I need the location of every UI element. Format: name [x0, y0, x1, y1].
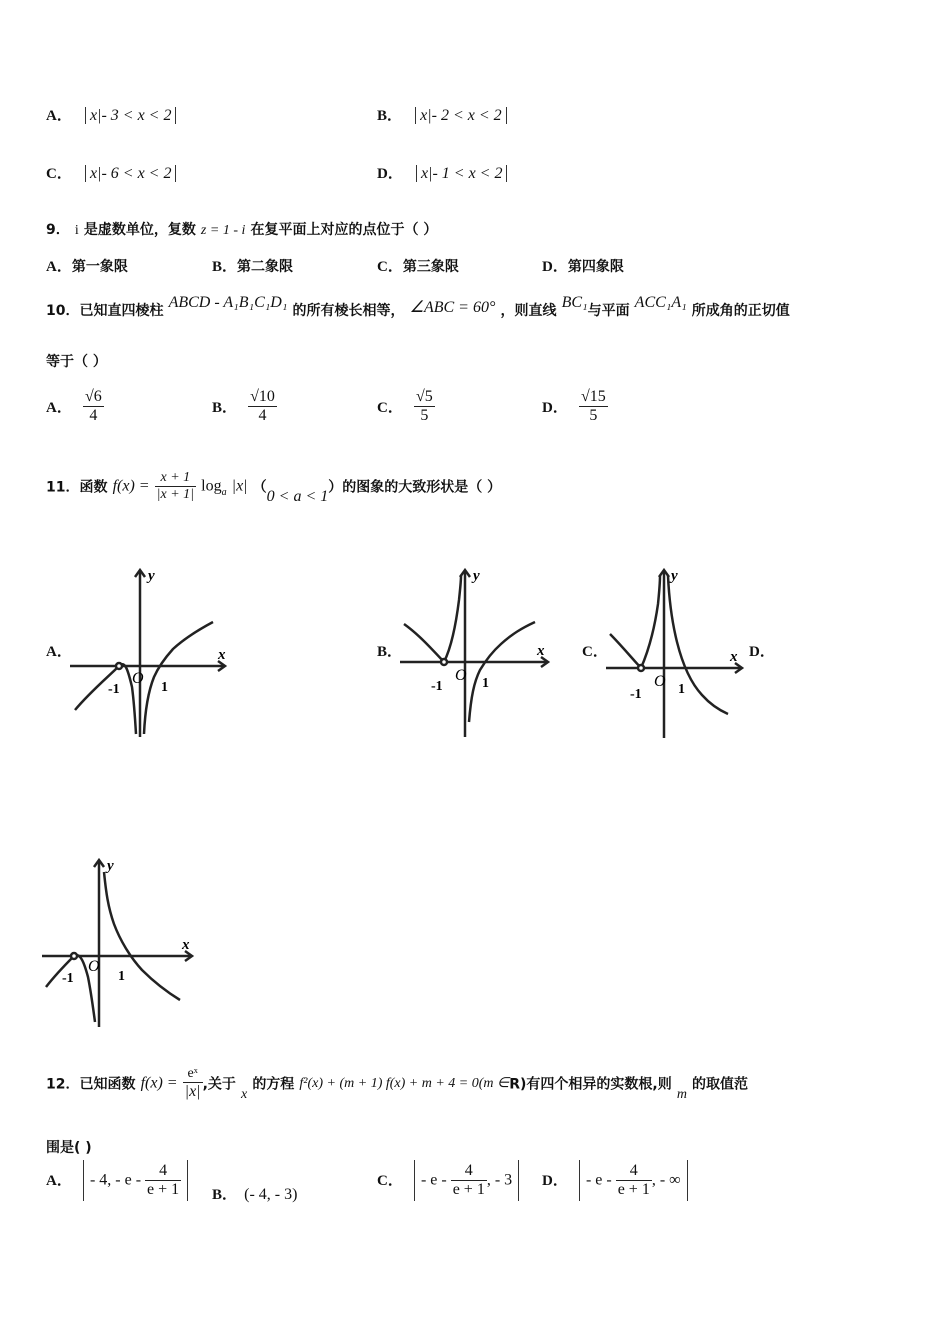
stem-text: 10．已知直四棱柱 [46, 303, 164, 319]
stem-text: 是虚数单位，复数 [83, 222, 196, 238]
q10-stem [46, 294, 790, 320]
option-text: 第三象限 [402, 259, 459, 275]
q12-option-c[interactable] [377, 1160, 519, 1201]
denominator: |x| [184, 1083, 201, 1100]
origin-label: O [88, 958, 100, 975]
interval-part: - e - [585, 1171, 612, 1189]
stem-text: ）的图象的大致形状是（ ） [328, 479, 502, 496]
stem-text: 在复平面上对应的点位于（ ） [250, 222, 438, 238]
option-label: D． [542, 259, 568, 275]
q9-option-b[interactable] [212, 255, 293, 276]
curve-right [144, 622, 213, 734]
equation: f²(x) + (m + 1) f(x) + m + 4 = 0(m ∈ [299, 1076, 510, 1091]
paren: （ [252, 479, 267, 496]
q12-stem [46, 1066, 748, 1101]
option-label: C． [377, 1173, 403, 1190]
tick-neg-1: -1 [630, 687, 642, 702]
option-set: x|- 1 < x < 2 [416, 165, 508, 182]
option-label: D． [377, 166, 403, 182]
graph-b-label[interactable]: B． [377, 644, 403, 660]
graph-d-label[interactable]: D． [749, 644, 775, 660]
numerator: 4 [451, 1162, 487, 1181]
interval-part: - 4, - e - [89, 1171, 142, 1189]
option-label: B． [212, 259, 238, 275]
option-label: B． [212, 1187, 238, 1203]
formula: ACC₁A₁ [634, 294, 687, 311]
denominator: 5 [589, 407, 598, 424]
graph-a-label[interactable]: A． [46, 644, 72, 660]
origin-label: O [132, 670, 144, 687]
option-fraction [145, 1162, 181, 1199]
option-label: C． [377, 400, 403, 416]
option-fraction [579, 388, 608, 425]
q12-option-a[interactable] [46, 1160, 188, 1201]
tick-pos-1: 1 [482, 676, 489, 691]
q8-option-c[interactable] [46, 162, 176, 183]
stem-text: 11．函数 [46, 479, 108, 496]
open-point [116, 663, 122, 669]
option-label: D． [542, 400, 568, 416]
interval-part: , - 3 [486, 1171, 513, 1189]
option-label: A． [46, 400, 72, 416]
graph-c[interactable] [606, 562, 746, 740]
q9-option-c[interactable] [377, 255, 459, 276]
tick-neg-1: -1 [62, 971, 74, 986]
option-fraction [83, 388, 104, 425]
option-fraction [616, 1162, 652, 1199]
graph-c-label[interactable]: C． [582, 644, 608, 660]
numerator: eˣ [183, 1066, 203, 1083]
graph-b[interactable] [400, 562, 552, 740]
q9-option-d[interactable] [542, 255, 624, 276]
option-label: A． [46, 108, 72, 124]
open-point [638, 665, 644, 671]
option-fraction [248, 388, 277, 425]
option-label: A． [46, 1173, 72, 1190]
y-label: y [671, 568, 678, 584]
option-text: 第一象限 [71, 259, 128, 275]
curve-right [469, 622, 535, 722]
variable-m: m [676, 1087, 687, 1102]
option-set: x|- 3 < x < 2 [85, 107, 177, 124]
denominator: 5 [420, 407, 429, 424]
open-point [71, 953, 77, 959]
formula: ∠ABC = 60° [409, 299, 496, 316]
q10-option-b[interactable] [212, 388, 277, 425]
option-text: 第四象限 [567, 259, 624, 275]
curve-right [104, 872, 180, 1000]
stem-text: 与平面 [587, 303, 630, 319]
tick-pos-1: 1 [118, 969, 125, 984]
x-label: x [182, 937, 190, 953]
denominator: e + 1 [147, 1181, 180, 1198]
numerator: x + 1 [155, 470, 196, 487]
graph-a[interactable] [70, 562, 240, 740]
formula-lhs: f(x) = [112, 477, 150, 495]
formula-fraction [155, 470, 196, 503]
denominator: e + 1 [452, 1181, 485, 1198]
formula: BC₁ [561, 294, 588, 311]
open-point [441, 659, 447, 665]
curve-right [668, 576, 728, 714]
x-label: x [218, 647, 226, 663]
y-label: y [107, 858, 114, 874]
numerator: √5 [415, 388, 433, 405]
tick-neg-1: -1 [108, 682, 120, 697]
numerator: √6 [84, 388, 102, 405]
stem-text: ，则直线 [500, 303, 557, 319]
stem-text: 的取值范 [692, 1076, 749, 1093]
stem-text: 的方程 [252, 1076, 295, 1093]
y-label: y [473, 568, 480, 584]
option-label: B． [212, 400, 238, 416]
curve-left [404, 576, 461, 662]
option-set: x|- 6 < x < 2 [85, 165, 177, 182]
interval-part: - e - [420, 1171, 447, 1189]
option-interval: (- 4, - 3) [244, 1186, 298, 1203]
q10-stem-line2: 等于（ ） [46, 354, 107, 370]
option-fraction [414, 388, 435, 425]
variable-x: x [241, 1087, 248, 1102]
option-text: 第二象限 [237, 259, 294, 275]
curve-left [610, 576, 660, 668]
denominator: 4 [258, 407, 267, 424]
stem-text: R)有四个相异的实数根,则 [509, 1076, 672, 1093]
stem-text: ,关于 [202, 1076, 236, 1093]
q12-option-b[interactable] [212, 1183, 297, 1204]
q12-stem-line2: 围是( ) [46, 1140, 92, 1156]
x-label: x [730, 649, 738, 665]
y-label: y [148, 568, 155, 584]
option-interval [414, 1160, 519, 1201]
q10-option-a[interactable] [46, 388, 104, 425]
option-interval [579, 1160, 688, 1201]
interval-part: , - ∞ [651, 1171, 681, 1189]
stem-text: 的所有棱长相等， [292, 303, 405, 319]
curve-left [75, 664, 136, 734]
imaginary-unit: i [74, 223, 79, 238]
q11-stem [46, 470, 501, 503]
option-label: C． [46, 166, 72, 182]
stem-text: 12．已知函数 [46, 1076, 136, 1093]
option-fraction [451, 1162, 487, 1199]
q8-option-b[interactable] [377, 104, 507, 125]
condition: 0 < a < 1 [266, 488, 329, 505]
x-label: x [537, 643, 545, 659]
q12-option-d[interactable] [542, 1160, 688, 1201]
denominator: |x + 1| [156, 487, 195, 502]
stem-text: 所成角的正切值 [691, 303, 790, 319]
origin-label: O [455, 667, 467, 684]
graph-d[interactable] [42, 852, 200, 1030]
numerator: 4 [616, 1162, 652, 1181]
option-label: A． [46, 259, 72, 275]
denominator: e + 1 [617, 1181, 650, 1198]
q9-option-a[interactable] [46, 255, 128, 276]
q9-stem [46, 219, 437, 239]
option-set: x|- 2 < x < 2 [415, 107, 507, 124]
formula-lhs: f(x) = [140, 1074, 178, 1092]
log-arg: |x| [231, 477, 248, 495]
question-number: 9． [46, 222, 70, 238]
numerator: 4 [145, 1162, 181, 1181]
q8-option-a[interactable] [46, 104, 176, 125]
tick-pos-1: 1 [678, 682, 685, 697]
q8-option-d[interactable] [377, 162, 507, 183]
tick-neg-1: -1 [431, 679, 443, 694]
formula: z = 1 - i [200, 223, 246, 238]
log-base: a [221, 487, 227, 499]
q10-option-c[interactable] [377, 388, 435, 425]
denominator: 4 [89, 407, 98, 424]
formula-fraction [183, 1066, 203, 1101]
option-label: C． [377, 259, 403, 275]
numerator: √10 [250, 388, 275, 405]
formula: ABCD - A₁B₁C₁D₁ [168, 294, 288, 311]
option-label: B． [377, 108, 403, 124]
option-label: D． [542, 1173, 568, 1190]
tick-pos-1: 1 [161, 680, 168, 695]
q10-option-d[interactable] [542, 388, 608, 425]
option-interval [83, 1160, 188, 1201]
numerator: √15 [580, 388, 606, 405]
log: log [201, 477, 222, 495]
origin-label: O [654, 673, 666, 690]
